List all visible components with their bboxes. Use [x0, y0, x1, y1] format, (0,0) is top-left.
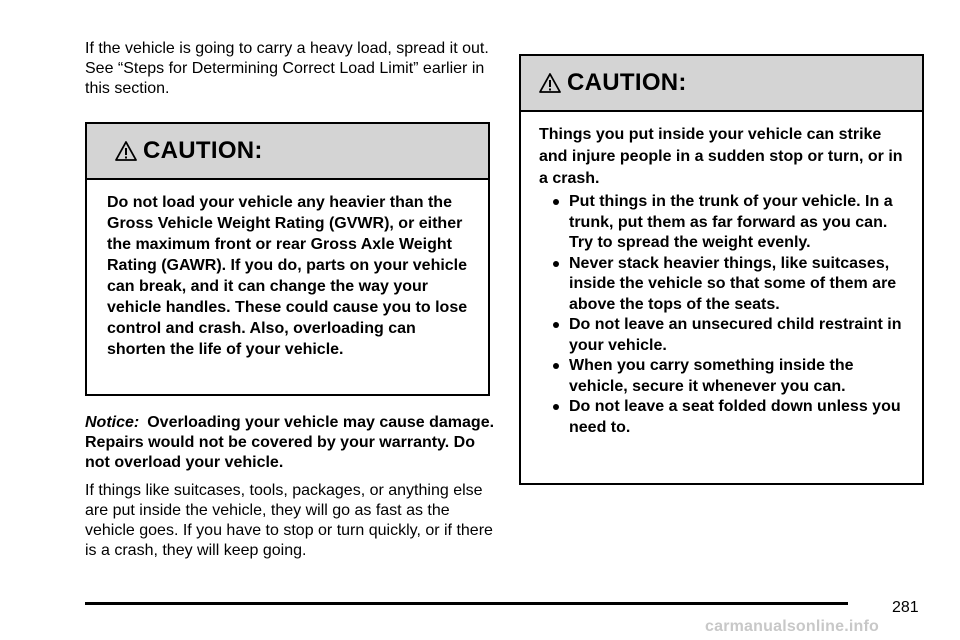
- caution-box-cargo: [519, 54, 924, 485]
- caution-header: [521, 56, 922, 112]
- caution-body-text: Do not load your vehicle any heavier than the Gross Vehicle Weight Rating (GVWR), or either the maximum front or rear Gross Axle Weight Rating (GAWR). If you do, parts on your vehicle can break, and it can change the way your vehicle handles. These could cause you to lose control and crash. Also, overloading can shorten the life of your vehicle.: [107, 194, 468, 358]
- caution-title: CAUTION:: [567, 69, 687, 96]
- loose-items-paragraph: If things like suitcases, tools, packages, or anything else are put inside the vehicle, they will go as fast as the vehicle goes. If you have to stop or turn quickly, or if there is a crash, they will keep going.: [85, 482, 493, 559]
- bullet-icon: [553, 322, 559, 328]
- caution-bullet-list: [539, 192, 912, 438]
- caution-header: [87, 124, 488, 180]
- caution-box-load: [85, 122, 490, 396]
- page-number: 281: [892, 599, 919, 616]
- bullet-icon: [553, 199, 559, 205]
- caution-title: CAUTION:: [143, 137, 263, 164]
- notice-label: Notice:: [85, 414, 140, 431]
- list-item: Do not leave a seat folded down unless you need to.: [551, 397, 912, 438]
- list-item: Do not leave an unsecured child restraint in your vehicle.: [551, 315, 912, 356]
- watermark[interactable]: carmanualsonline.info: [705, 618, 880, 635]
- intro-paragraph: If the vehicle is going to carry a heavy load, spread it out. See “Steps for Determining Correct Load Limit” earlier in this section.: [85, 40, 489, 97]
- bullet-icon: [553, 261, 559, 267]
- bullet-icon: [553, 404, 559, 410]
- notice-text: Overloading your vehicle may cause damage. Repairs would not be covered by your warranty. Do not overload your vehicle.: [85, 414, 495, 471]
- caution-body: [521, 112, 922, 438]
- list-item: Never stack heavier things, like suitcases, inside the vehicle so that some of them are above the tops of the seats.: [551, 254, 912, 316]
- footer-rule: [85, 602, 848, 605]
- caution-lead-text: Things you put inside your vehicle can strike and injure people in a sudden stop or turn, or in a crash.: [539, 126, 903, 187]
- warning-triangle-icon: [115, 140, 137, 162]
- bullet-icon: [553, 363, 559, 369]
- list-item: Put things in the trunk of your vehicle. In a trunk, put them as far forward as you can. Try to spread the weight evenly.: [551, 192, 912, 254]
- notice-paragraph: [85, 413, 495, 473]
- warning-triangle-icon: [539, 72, 561, 94]
- list-item: When you carry something inside the vehicle, secure it whenever you can.: [551, 356, 912, 397]
